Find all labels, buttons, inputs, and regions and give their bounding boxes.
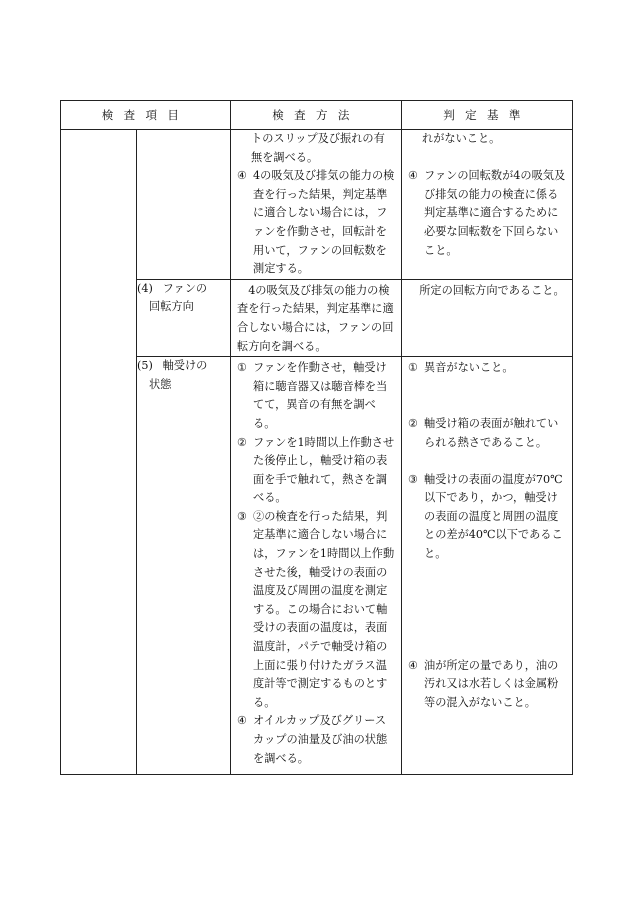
method-5-item-1-text: ファンを作動させ，軸受け箱に聴音器又は聴音棒を当てて，異音の有無を調べる。 — [253, 361, 388, 430]
criteria-5-item-2 — [408, 415, 566, 452]
method-5-item-4 — [237, 712, 395, 768]
method-5-item-2-mark: ② — [237, 435, 248, 449]
header-method: 検査方法 — [231, 101, 402, 130]
criteria-5-item-4-text: 油が所定の量であり，油の汚れ又は水若しくは金属粉等の混入がないこと。 — [424, 658, 559, 709]
method-5-item-4-mark: ④ — [237, 714, 248, 728]
method-5-item-3-mark: ③ — [237, 509, 248, 523]
method-5-item-1-mark: ① — [237, 361, 248, 375]
method-cell-4 — [231, 279, 402, 356]
header-item: 検査項目 — [61, 101, 231, 130]
row-fan-rotation-direction — [61, 279, 573, 356]
criteria-5-item-3 — [408, 471, 566, 564]
criteria-continuation-text: れがないこと。 — [422, 132, 501, 145]
method-5-item-3 — [237, 508, 395, 713]
criteria-5-item-3-mark: ③ — [408, 472, 419, 486]
method-5-item-3-text: ②の検査を行った結果，判定基準に適合しない場合には，ファンを1時間以上作動させた後，軸受けの表面の温度及び周囲の温度を測定する。この場合において軸受けの表面の温度は，表面温度計，パテで軸受け箱の上面に張り付けたガラス温度計等で測定するものとする。 — [253, 509, 395, 709]
criteria-cell-continuation — [402, 130, 573, 280]
item-4-name-line2: 回転方向 — [149, 300, 194, 314]
item-4-number: (4) — [137, 281, 153, 295]
criteria-5-item-2-mark: ② — [408, 416, 419, 430]
criteria-5-item-3-text: 軸受けの表面の温度が70℃以下であり，かつ，軸受けの表面の温度と周囲の温度との差が40℃以下であること。 — [424, 472, 563, 561]
header-criteria: 判定基準 — [402, 101, 573, 130]
method-item-4-text: 4の吸気及び排気の能力の検査を行った結果，判定基準に適合しない場合には，ファンを作動させ，回転計を用いて，ファンの回転数を測定する。 — [253, 169, 395, 276]
criteria-5-item-1 — [408, 359, 566, 378]
method-continuation-text: トのスリップ及び振れの有無を調べる。 — [251, 132, 385, 164]
item-cell-5 — [137, 357, 231, 775]
method-5-item-2-text: ファンを1時間以上作動させた後停止し，軸受け箱の表面を手で触れて，熱さを調べる。 — [253, 435, 395, 505]
method-cell-5 — [231, 357, 402, 775]
method-item-4-mark: ④ — [237, 169, 248, 183]
method-item-4 — [237, 167, 395, 279]
criteria-4-text: 所定の回転方向であること。 — [419, 283, 565, 297]
header-row — [61, 101, 573, 130]
criteria-5-item-2-text: 軸受け箱の表面が触れていられる熱さであること。 — [424, 416, 559, 449]
criteria-5-item-1-mark: ① — [408, 361, 419, 375]
row-continuation — [61, 130, 573, 280]
criteria-cell-5 — [402, 357, 573, 775]
row-bearing-condition — [61, 357, 573, 775]
criteria-item-4 — [408, 167, 566, 260]
method-5-item-1 — [237, 359, 395, 433]
criteria-5-item-4-mark: ④ — [408, 658, 419, 672]
method-cell-continuation — [231, 130, 402, 280]
item-5-number: (5) — [137, 359, 153, 373]
criteria-5-item-4 — [408, 657, 566, 713]
criteria-item-4-mark: ④ — [408, 169, 419, 183]
item-5-name-line2: 状態 — [149, 377, 172, 391]
outer-item-cell — [61, 130, 137, 775]
criteria-cell-4 — [402, 279, 573, 356]
criteria-5-item-1-text: 異音がないこと。 — [424, 361, 514, 375]
item-cell-empty — [137, 130, 231, 280]
item-5-name-line1: 軸受けの — [162, 359, 208, 373]
criteria-item-4-text: ファンの回転数が4の吸気及び排気の能力の検査に係る判定基準に適合するために必要な回転数を下回らないこと。 — [424, 169, 566, 257]
inspection-table — [60, 100, 573, 775]
method-5-item-2 — [237, 434, 395, 508]
item-cell-4 — [137, 279, 231, 356]
method-4-text: 4の吸気及び排気の能力の検査を行った結果，判定基準に適合しない場合には，ファンの回転方向を調べる。 — [237, 283, 394, 353]
item-4-name-line1: ファンの — [162, 281, 208, 295]
method-5-item-4-text: オイルカップ及びグリースカップの油量及び油の状態を調べる。 — [253, 714, 388, 765]
